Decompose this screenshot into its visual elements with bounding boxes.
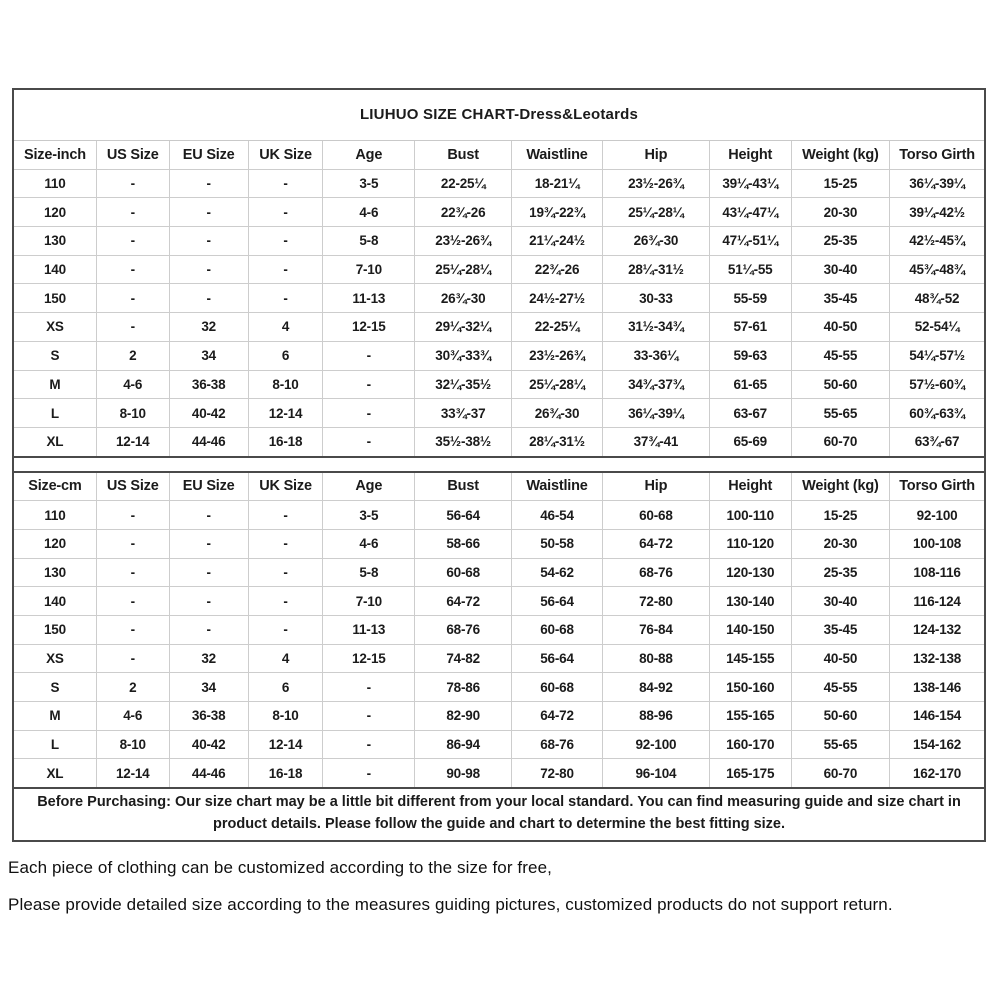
table-cell: 45-55 <box>791 341 889 370</box>
table-cell: 92-100 <box>603 730 710 759</box>
table-cell: 50-58 <box>511 529 602 558</box>
table-row <box>14 730 984 759</box>
table-cell: 8-10 <box>96 730 169 759</box>
table-cell: - <box>96 198 169 227</box>
table-cell: - <box>248 198 323 227</box>
table-cell: 56-64 <box>511 644 602 673</box>
table-cell: 4 <box>248 313 323 342</box>
table-cell: 46-54 <box>511 501 602 530</box>
table-cell: 2 <box>96 341 169 370</box>
table-row <box>14 227 984 256</box>
column-header: Height <box>709 473 791 501</box>
table-cell: - <box>96 616 169 645</box>
table-cell: 5-8 <box>323 227 415 256</box>
table-cell: 36¼-39¼ <box>890 169 984 198</box>
table-cell: 36-38 <box>169 702 248 731</box>
table-cell: 60-68 <box>415 558 512 587</box>
table-cell: 30-33 <box>603 284 710 313</box>
table-row <box>14 529 984 558</box>
table-cell: - <box>248 558 323 587</box>
header-row <box>14 141 984 169</box>
table-cell: 47¼-51¼ <box>709 227 791 256</box>
table-cell: - <box>96 587 169 616</box>
table-cell: 4 <box>248 644 323 673</box>
table-cell: 21¼-24½ <box>511 227 602 256</box>
table-cell: - <box>248 169 323 198</box>
table-cell: 8-10 <box>96 399 169 428</box>
table-cell: - <box>323 427 415 455</box>
column-header: Bust <box>415 141 512 169</box>
table-cell: 96-104 <box>603 759 710 787</box>
table-cell: 60-68 <box>511 616 602 645</box>
table-cell: 162-170 <box>890 759 984 787</box>
table-row <box>14 284 984 313</box>
table-cell: 145-155 <box>709 644 791 673</box>
customization-note: Each piece of clothing can be customized according to the size for free, <box>8 858 552 877</box>
table-cell: - <box>323 370 415 399</box>
table-cell: 30-40 <box>791 255 889 284</box>
table-cell: 130-140 <box>709 587 791 616</box>
table-cell: 6 <box>248 341 323 370</box>
column-header: UK Size <box>248 473 323 501</box>
table-cell: 4-6 <box>323 529 415 558</box>
table-cell: M <box>14 370 96 399</box>
table-cell: 32 <box>169 644 248 673</box>
column-header: Size-inch <box>14 141 96 169</box>
table-cell: 108-116 <box>890 558 984 587</box>
table-cell: 25¼-28¼ <box>415 255 512 284</box>
table-cell: 72-80 <box>603 587 710 616</box>
table-cell: 7-10 <box>323 255 415 284</box>
table-cell: 25-35 <box>791 227 889 256</box>
table-cell: 165-175 <box>709 759 791 787</box>
table-cell: 59-63 <box>709 341 791 370</box>
table-cell: 50-60 <box>791 370 889 399</box>
table-cell: 150-160 <box>709 673 791 702</box>
table-cell: - <box>248 255 323 284</box>
table-cell: 25-35 <box>791 558 889 587</box>
column-header: Age <box>323 473 415 501</box>
table-cell: 3-5 <box>323 169 415 198</box>
table-cell: 68-76 <box>511 730 602 759</box>
table-cell: 12-15 <box>323 313 415 342</box>
table-cell: 5-8 <box>323 558 415 587</box>
table-cell: 140 <box>14 255 96 284</box>
column-header: US Size <box>96 473 169 501</box>
table-cell: 78-86 <box>415 673 512 702</box>
table-cell: 4-6 <box>323 198 415 227</box>
table-cell: 44-46 <box>169 427 248 455</box>
table-cell: 40-42 <box>169 399 248 428</box>
table-cell: 16-18 <box>248 759 323 787</box>
table-cell: 58-66 <box>415 529 512 558</box>
table-cell: 40-50 <box>791 644 889 673</box>
table-cell: 155-165 <box>709 702 791 731</box>
column-header: Torso Girth <box>890 141 984 169</box>
table-cell: 15-25 <box>791 501 889 530</box>
table-cell: XL <box>14 427 96 455</box>
table-cell: S <box>14 673 96 702</box>
table-cell: - <box>96 529 169 558</box>
table-cell: 19¾-22¾ <box>511 198 602 227</box>
table-row <box>14 501 984 530</box>
table-cell: 35-45 <box>791 284 889 313</box>
table-cell: 60-70 <box>791 759 889 787</box>
table-cell: 74-82 <box>415 644 512 673</box>
table-cell: 56-64 <box>511 587 602 616</box>
table-cell: 57½-60¾ <box>890 370 984 399</box>
table-cell: 100-108 <box>890 529 984 558</box>
table-cell: 150 <box>14 284 96 313</box>
table-cell: 23½-26¾ <box>415 227 512 256</box>
table-cell: 32¼-35½ <box>415 370 512 399</box>
table-cell: - <box>323 673 415 702</box>
table-cell: 4-6 <box>96 702 169 731</box>
table-cell: 12-14 <box>96 759 169 787</box>
table-cell: 8-10 <box>248 702 323 731</box>
table-row <box>14 313 984 342</box>
table-cell: 82-90 <box>415 702 512 731</box>
table-cell: 60¾-63¾ <box>890 399 984 428</box>
table-cell: 51¼-55 <box>709 255 791 284</box>
table-cell: 146-154 <box>890 702 984 731</box>
table-cell: - <box>323 341 415 370</box>
column-header: US Size <box>96 141 169 169</box>
table-cell: - <box>96 169 169 198</box>
table-cell: 68-76 <box>603 558 710 587</box>
table-cell: 36-38 <box>169 370 248 399</box>
table-cell: 45¾-48¾ <box>890 255 984 284</box>
table-cell: 76-84 <box>603 616 710 645</box>
table-cell: 160-170 <box>709 730 791 759</box>
table-cell: 32 <box>169 313 248 342</box>
table-cell: 110-120 <box>709 529 791 558</box>
table-cell: - <box>96 644 169 673</box>
table-row <box>14 644 984 673</box>
table-cell: - <box>169 616 248 645</box>
table-cell: 54-62 <box>511 558 602 587</box>
size-table-cm <box>14 473 984 788</box>
table-cell: 64-72 <box>415 587 512 616</box>
table-cell: 11-13 <box>323 616 415 645</box>
table-cell: 55-59 <box>709 284 791 313</box>
size-table-inch <box>14 141 984 456</box>
table-cell: 84-92 <box>603 673 710 702</box>
table-cell: 26¾-30 <box>415 284 512 313</box>
table-cell: - <box>169 529 248 558</box>
table-cell: 120 <box>14 198 96 227</box>
table-cell: 43¼-47¼ <box>709 198 791 227</box>
table-cell: 130 <box>14 227 96 256</box>
table-cell: 22¾-26 <box>415 198 512 227</box>
table-cell: 3-5 <box>323 501 415 530</box>
table-cell: 54¼-57½ <box>890 341 984 370</box>
table-cell: 20-30 <box>791 529 889 558</box>
table-row <box>14 558 984 587</box>
column-header: Hip <box>603 141 710 169</box>
table-cell: 42½-45¾ <box>890 227 984 256</box>
table-cell: 39¼-43¼ <box>709 169 791 198</box>
table-cell: XS <box>14 644 96 673</box>
table-cell: 22-25¼ <box>415 169 512 198</box>
table-cell: 20-30 <box>791 198 889 227</box>
table-cell: 26¾-30 <box>603 227 710 256</box>
table-cell: 110 <box>14 169 96 198</box>
table-cell: 12-14 <box>96 427 169 455</box>
table-cell: 130 <box>14 558 96 587</box>
column-header: Waistline <box>511 473 602 501</box>
table-cell: 55-65 <box>791 399 889 428</box>
column-header: Weight (kg) <box>791 141 889 169</box>
table-cell: - <box>323 730 415 759</box>
size-chart-box <box>12 88 986 842</box>
table-cell: 33-36¼ <box>603 341 710 370</box>
table-cell: 28¼-31½ <box>603 255 710 284</box>
table-cell: - <box>323 759 415 787</box>
table-cell: - <box>248 284 323 313</box>
table-cell: - <box>248 529 323 558</box>
table-cell: XS <box>14 313 96 342</box>
table-cell: 55-65 <box>791 730 889 759</box>
table-cell: 39¼-42½ <box>890 198 984 227</box>
table-cell: - <box>96 501 169 530</box>
table-cell: 26¾-30 <box>511 399 602 428</box>
table-cell: 31½-34¾ <box>603 313 710 342</box>
table-cell: 34 <box>169 673 248 702</box>
table-cell: 8-10 <box>248 370 323 399</box>
column-header: UK Size <box>248 141 323 169</box>
table-cell: - <box>96 284 169 313</box>
table-cell: 88-96 <box>603 702 710 731</box>
table-cell: - <box>169 587 248 616</box>
table-row <box>14 169 984 198</box>
table-cell: 37¾-41 <box>603 427 710 455</box>
table-cell: - <box>96 255 169 284</box>
table-cell: 12-14 <box>248 730 323 759</box>
table-row <box>14 587 984 616</box>
table-cell: 132-138 <box>890 644 984 673</box>
table-cell: - <box>169 284 248 313</box>
table-row <box>14 370 984 399</box>
table-cell: 40-42 <box>169 730 248 759</box>
table-cell: 124-132 <box>890 616 984 645</box>
table-cell: 23½-26¾ <box>511 341 602 370</box>
table-cell: 23½-26¾ <box>603 169 710 198</box>
table-cell: 29¼-32¼ <box>415 313 512 342</box>
table-cell: 140-150 <box>709 616 791 645</box>
table-cell: 25¼-28¼ <box>511 370 602 399</box>
table-cell: 28¼-31½ <box>511 427 602 455</box>
table-cell: 12-15 <box>323 644 415 673</box>
column-header: Torso Girth <box>890 473 984 501</box>
table-divider <box>14 456 984 473</box>
table-cell: - <box>248 616 323 645</box>
table-cell: 92-100 <box>890 501 984 530</box>
table-cell: - <box>248 587 323 616</box>
table-cell: - <box>169 501 248 530</box>
table-cell: - <box>323 702 415 731</box>
column-header: Waistline <box>511 141 602 169</box>
table-cell: 2 <box>96 673 169 702</box>
table-cell: 64-72 <box>511 702 602 731</box>
table-cell: 30¾-33¾ <box>415 341 512 370</box>
table-cell: 34 <box>169 341 248 370</box>
table-cell: 65-69 <box>709 427 791 455</box>
table-cell: 7-10 <box>323 587 415 616</box>
table-cell: - <box>248 227 323 256</box>
table-cell: 68-76 <box>415 616 512 645</box>
table-cell: - <box>169 227 248 256</box>
table-cell: 138-146 <box>890 673 984 702</box>
table-cell: 35½-38½ <box>415 427 512 455</box>
table-cell: 12-14 <box>248 399 323 428</box>
table-row <box>14 673 984 702</box>
table-cell: S <box>14 341 96 370</box>
table-cell: 63-67 <box>709 399 791 428</box>
table-cell: 25¼-28¼ <box>603 198 710 227</box>
table-row <box>14 759 984 787</box>
table-cell: 45-55 <box>791 673 889 702</box>
table-cell: 16-18 <box>248 427 323 455</box>
table-cell: L <box>14 730 96 759</box>
table-row <box>14 255 984 284</box>
table-cell: - <box>96 227 169 256</box>
column-header: Hip <box>603 473 710 501</box>
table-row <box>14 702 984 731</box>
table-cell: 35-45 <box>791 616 889 645</box>
table-row <box>14 399 984 428</box>
table-row <box>14 341 984 370</box>
table-cell: - <box>169 169 248 198</box>
table-cell: 86-94 <box>415 730 512 759</box>
column-header: Height <box>709 141 791 169</box>
table-cell: 34¾-37¾ <box>603 370 710 399</box>
table-cell: 24½-27½ <box>511 284 602 313</box>
table-row <box>14 427 984 455</box>
table-cell: - <box>169 255 248 284</box>
table-cell: 64-72 <box>603 529 710 558</box>
table-cell: 140 <box>14 587 96 616</box>
table-cell: 48¾-52 <box>890 284 984 313</box>
table-cell: 120 <box>14 529 96 558</box>
table-cell: 4-6 <box>96 370 169 399</box>
table-cell: 18-21¼ <box>511 169 602 198</box>
table-cell: 60-68 <box>511 673 602 702</box>
table-cell: - <box>169 198 248 227</box>
table-cell: 40-50 <box>791 313 889 342</box>
column-header: Size-cm <box>14 473 96 501</box>
table-cell: 120-130 <box>709 558 791 587</box>
table-cell: 60-68 <box>603 501 710 530</box>
table-cell: 116-124 <box>890 587 984 616</box>
table-cell: 110 <box>14 501 96 530</box>
table-cell: L <box>14 399 96 428</box>
table-cell: 52-54¼ <box>890 313 984 342</box>
table-cell: 44-46 <box>169 759 248 787</box>
column-header: Bust <box>415 473 512 501</box>
column-header: EU Size <box>169 473 248 501</box>
table-cell: 33¾-37 <box>415 399 512 428</box>
column-header: Age <box>323 141 415 169</box>
table-cell: 50-60 <box>791 702 889 731</box>
table-cell: 100-110 <box>709 501 791 530</box>
table-cell: - <box>96 313 169 342</box>
column-header: EU Size <box>169 141 248 169</box>
bottom-notes <box>8 858 992 932</box>
table-cell: 80-88 <box>603 644 710 673</box>
table-cell: 22¾-26 <box>511 255 602 284</box>
table-row <box>14 616 984 645</box>
table-cell: - <box>96 558 169 587</box>
table-cell: 72-80 <box>511 759 602 787</box>
table-cell: 36¼-39¼ <box>603 399 710 428</box>
table-cell: 6 <box>248 673 323 702</box>
chart-title: LIUHUO SIZE CHART-Dress&Leotards <box>14 90 984 141</box>
table-cell: 154-162 <box>890 730 984 759</box>
table-cell: 56-64 <box>415 501 512 530</box>
header-row <box>14 473 984 501</box>
table-cell: 60-70 <box>791 427 889 455</box>
table-cell: 15-25 <box>791 169 889 198</box>
table-cell: 150 <box>14 616 96 645</box>
purchase-note: Before Purchasing: Our size chart may be a little bit different from your local standard. You can find measuring guide and size chart in product details. Please follow the guide and chart to determine the best fitting size. <box>14 787 984 840</box>
table-cell: 90-98 <box>415 759 512 787</box>
table-cell: 22-25¼ <box>511 313 602 342</box>
table-cell: 30-40 <box>791 587 889 616</box>
table-cell: XL <box>14 759 96 787</box>
table-row <box>14 198 984 227</box>
table-cell: - <box>169 558 248 587</box>
table-cell: 61-65 <box>709 370 791 399</box>
table-cell: M <box>14 702 96 731</box>
table-cell: - <box>248 501 323 530</box>
table-cell: 57-61 <box>709 313 791 342</box>
column-header: Weight (kg) <box>791 473 889 501</box>
table-cell: - <box>323 399 415 428</box>
return-policy-note: Please provide detailed size according to the measures guiding pictures, customized products do not support return. <box>8 895 893 914</box>
table-cell: 63¾-67 <box>890 427 984 455</box>
table-cell: 11-13 <box>323 284 415 313</box>
